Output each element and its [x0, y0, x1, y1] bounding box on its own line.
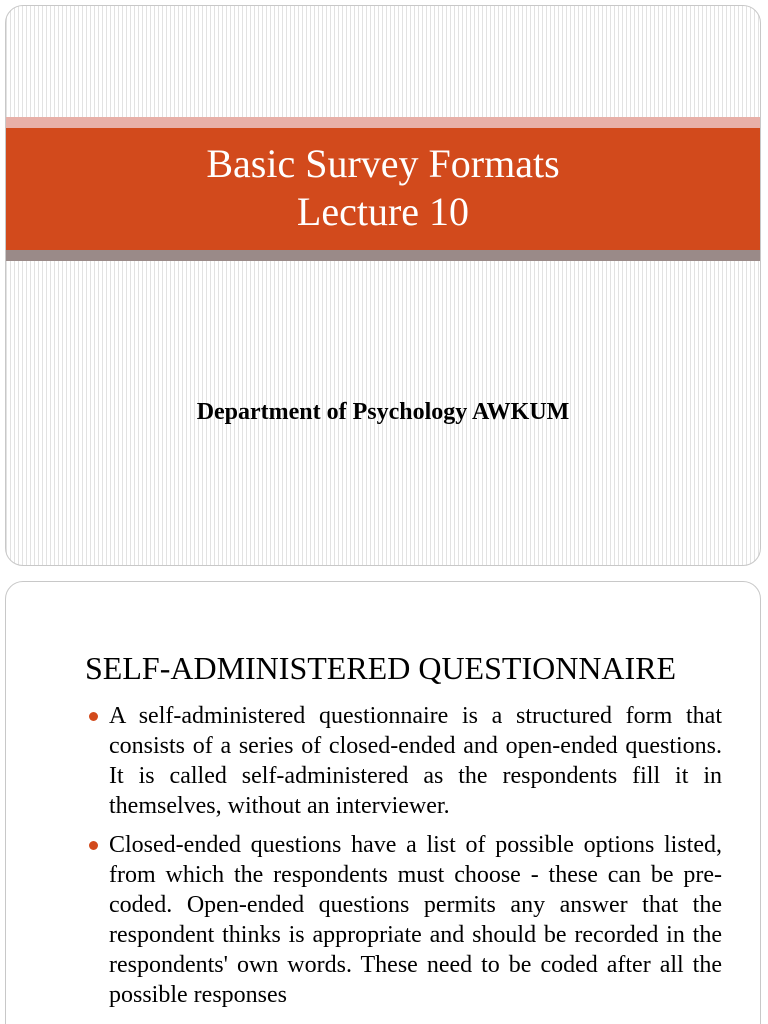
title-band-bottom-stripe [6, 250, 760, 261]
bullet-text: Closed-ended questions have a list of possible options listed, from which the respondents must choose - these can be pre-coded. Open-ended questions permits any answer that the respondent thinks is appropriate and should be recorded in the respondents' own words. These need to be coded after all the possible responses [109, 832, 722, 1008]
bullet-dot-icon [89, 841, 98, 850]
content-heading: SELF-ADMINISTERED QUESTIONNAIRE [85, 650, 677, 686]
bullet-text: A self-administered questionnaire is a structured form that consists of a series of closed-ended and open-ended questions. It is called self-administered as the respondents fill it in themselves, without an interviewer. [109, 703, 722, 819]
title-band-top-stripe [6, 117, 760, 128]
bullet-item [86, 830, 722, 1010]
bullet-item [86, 701, 722, 821]
title-slide [5, 5, 761, 566]
department-subtitle: Department of Psychology AWKUM [196, 399, 570, 425]
bullet-dot-icon [89, 712, 98, 721]
bullet-list [86, 701, 722, 1019]
slide-title-line-1: Basic Survey Formats [206, 141, 560, 186]
content-slide [5, 581, 761, 1024]
slide-title-line-2: Lecture 10 [296, 189, 470, 234]
slide-title [6, 140, 760, 236]
